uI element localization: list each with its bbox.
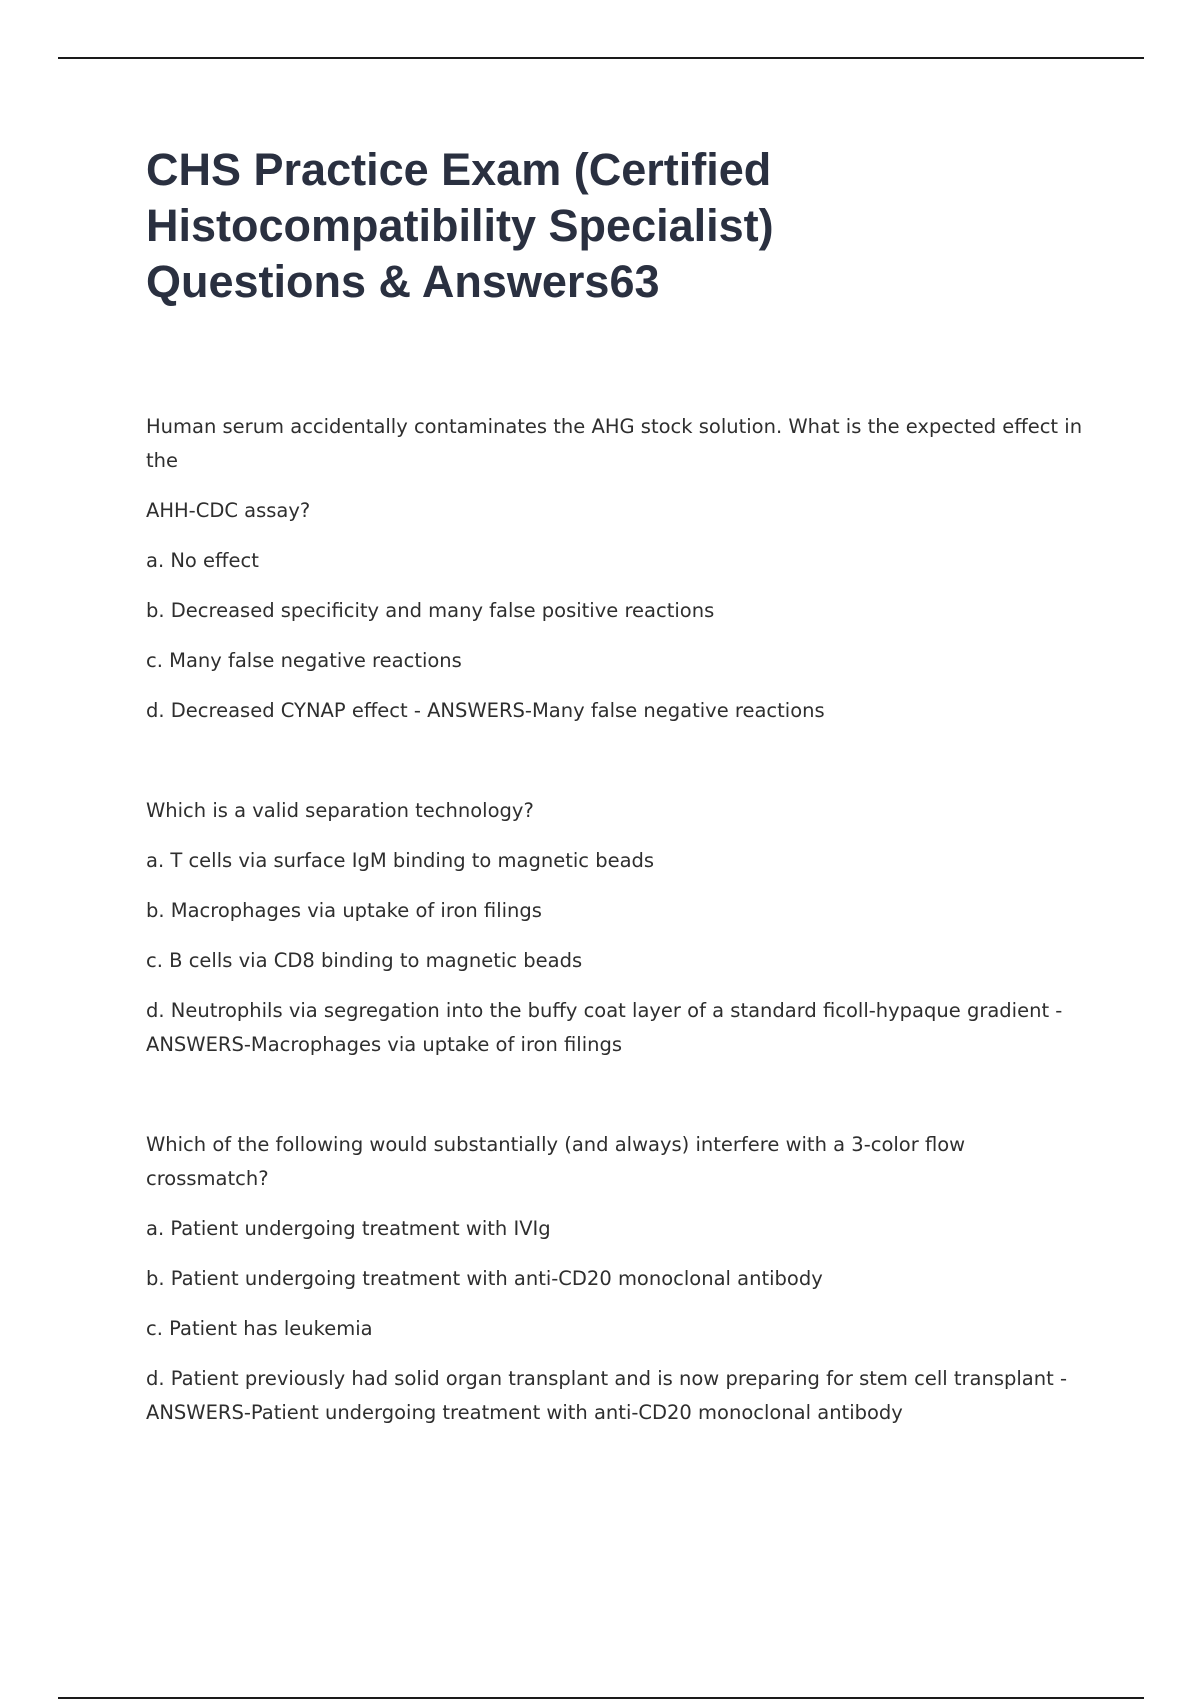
question-1 bbox=[146, 410, 1091, 728]
option-a: a. No effect bbox=[146, 549, 259, 572]
question-2 bbox=[146, 794, 1091, 1062]
option-c: c. B cells via CD8 binding to magnetic beads bbox=[146, 949, 583, 972]
option-a: a. Patient undergoing treatment with IVIg bbox=[146, 1217, 551, 1240]
option-d-answer: d. Patient previously had solid organ transplant and is now preparing for stem cell transplant - ANSWERS-Patient undergoing treatment with anti-CD20 monoclonal antibody bbox=[146, 1367, 1067, 1424]
title-line: Questions & Answers63 bbox=[146, 256, 660, 307]
option-b: b. Decreased specificity and many false positive reactions bbox=[146, 599, 715, 622]
option-c: c. Many false negative reactions bbox=[146, 649, 462, 672]
option-d-answer: d. Decreased CYNAP effect - ANSWERS-Many false negative reactions bbox=[146, 699, 825, 722]
option-a: a. T cells via surface IgM binding to magnetic beads bbox=[146, 849, 655, 872]
question-stem: Which of the following would substantially (and always) interfere with a 3-color flow crossmatch? bbox=[146, 1133, 966, 1190]
footer-rule bbox=[58, 1697, 1144, 1699]
option-b: b. Patient undergoing treatment with anti-CD20 monoclonal antibody bbox=[146, 1267, 823, 1290]
document-title bbox=[146, 142, 1096, 310]
option-b: b. Macrophages via uptake of iron filings bbox=[146, 899, 542, 922]
question-stem-continued: AHH-CDC assay? bbox=[146, 499, 311, 522]
header-rule bbox=[58, 57, 1144, 59]
questions-body bbox=[146, 410, 1091, 1446]
question-3 bbox=[146, 1128, 1091, 1430]
option-c: c. Patient has leukemia bbox=[146, 1317, 373, 1340]
question-stem: Human serum accidentally contaminates the AHG stock solution. What is the expected effect in the bbox=[146, 415, 1083, 472]
question-stem: Which is a valid separation technology? bbox=[146, 799, 534, 822]
title-line: CHS Practice Exam (Certified bbox=[146, 144, 772, 195]
option-d-answer: d. Neutrophils via segregation into the buffy coat layer of a standard ficoll-hypaque gradient - ANSWERS-Macrophages via uptake of iron filings bbox=[146, 999, 1063, 1056]
title-line: Histocompatibility Specialist) bbox=[146, 200, 774, 251]
